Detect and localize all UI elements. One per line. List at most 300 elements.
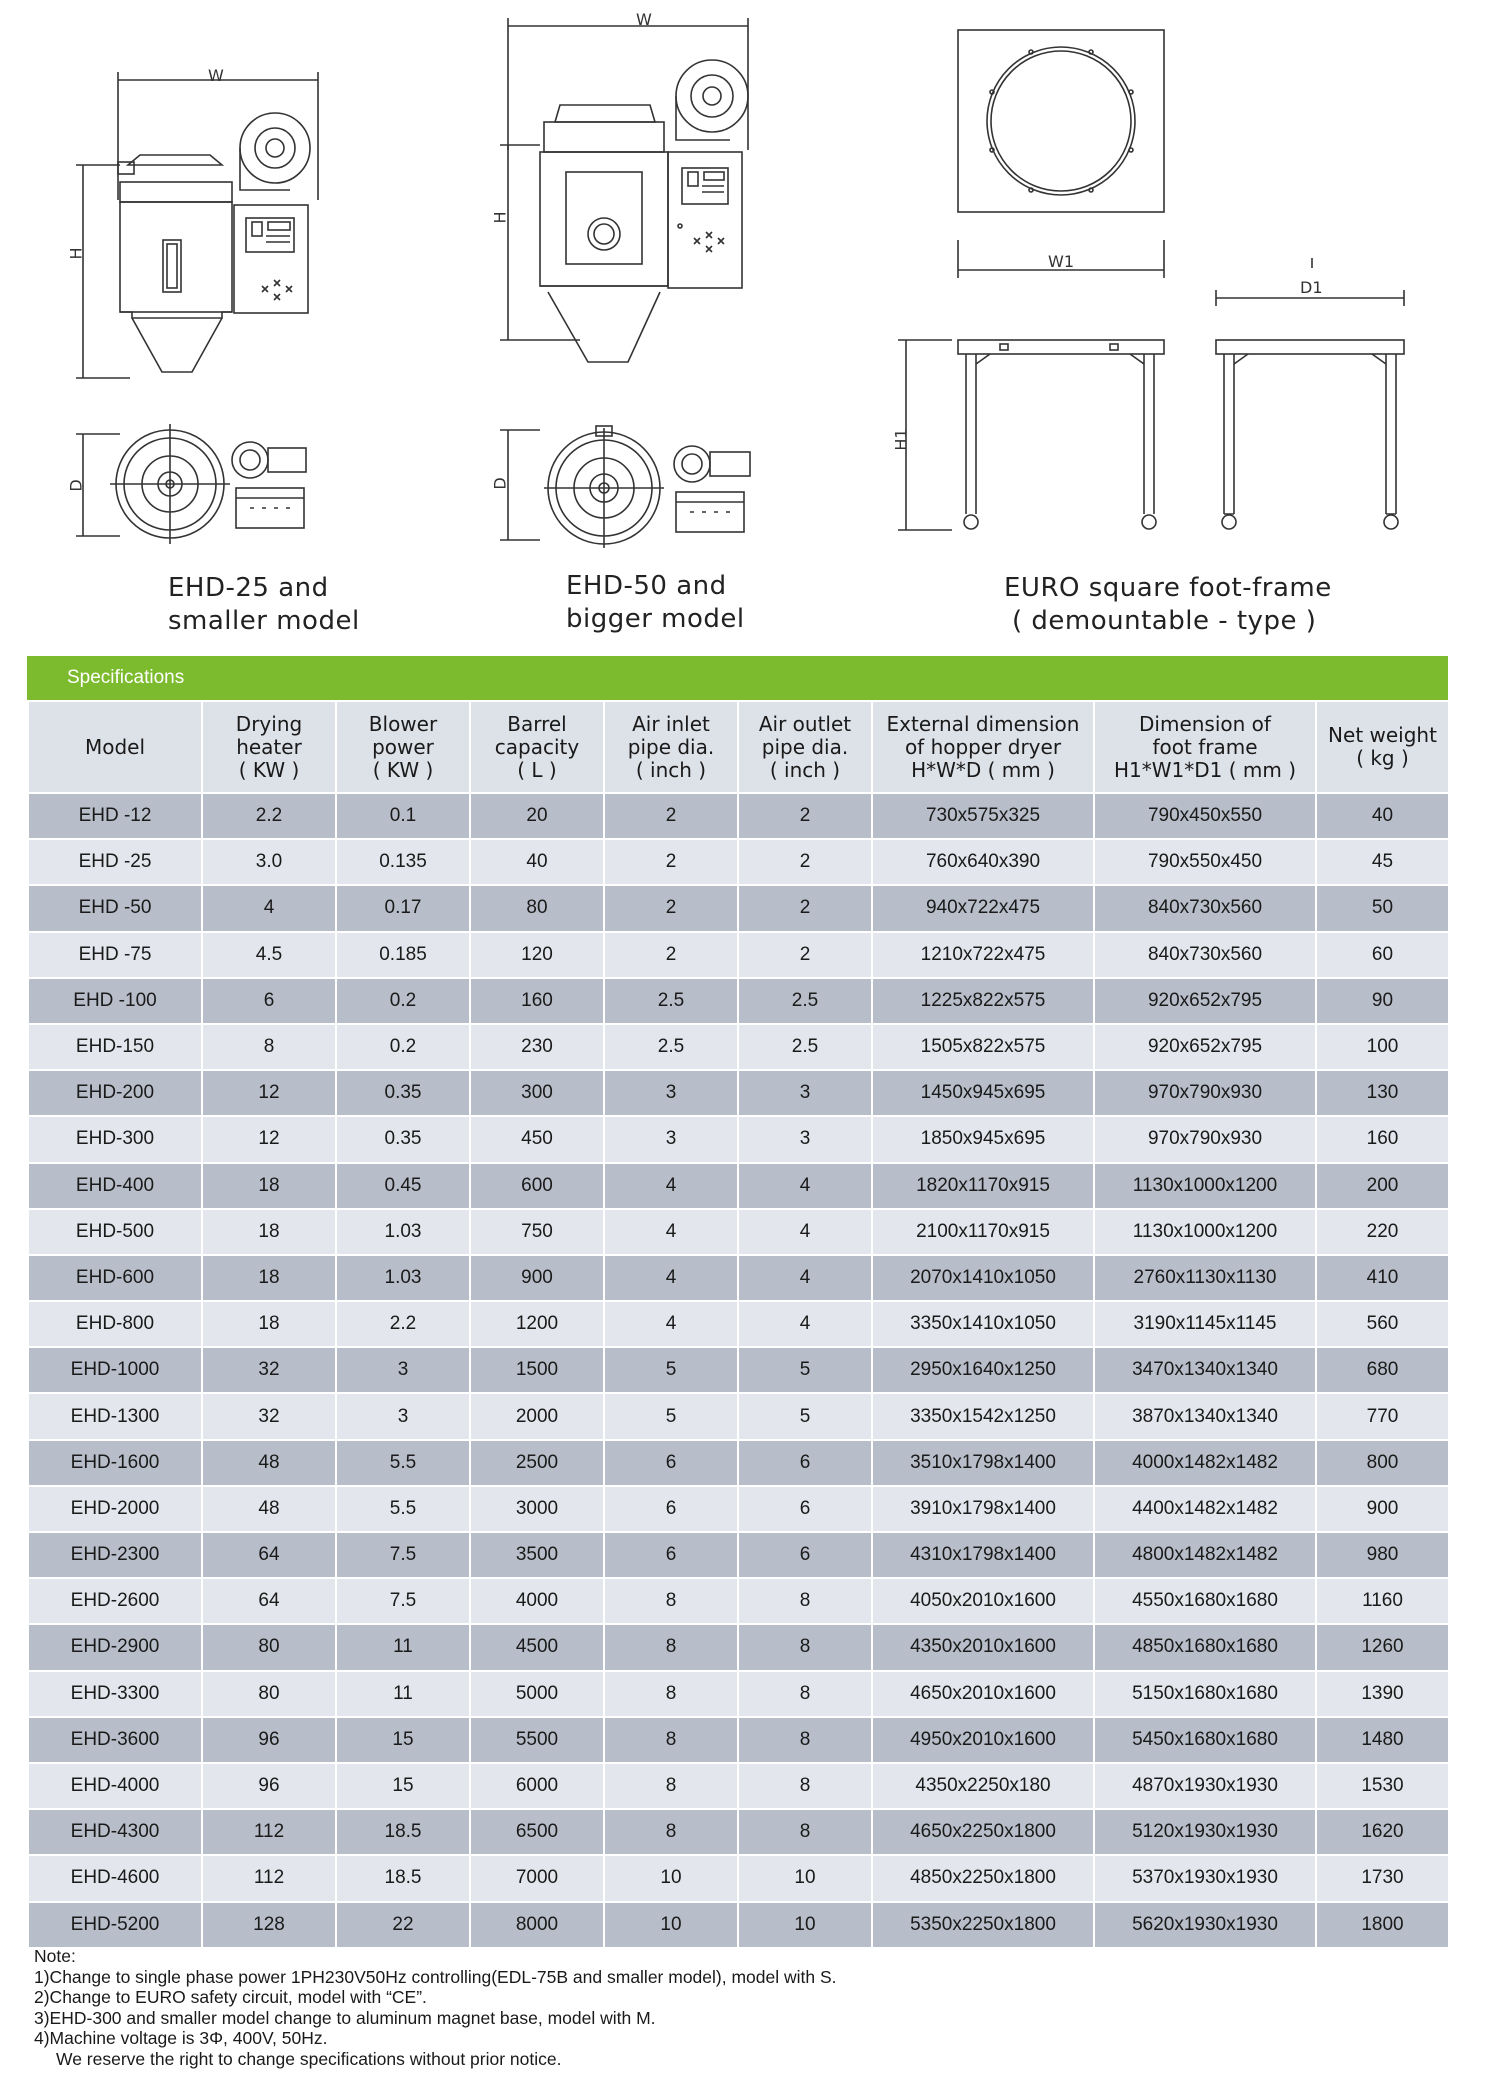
table-cell: 900 bbox=[470, 1255, 604, 1301]
table-cell: 4650x2010x1600 bbox=[872, 1671, 1094, 1717]
table-cell: 5 bbox=[738, 1347, 872, 1393]
table-cell: 4500 bbox=[470, 1624, 604, 1670]
table-cell: 2 bbox=[604, 932, 738, 978]
table-cell: 4650x2250x1800 bbox=[872, 1809, 1094, 1855]
table-row bbox=[28, 793, 1449, 839]
table-cell: 5350x2250x1800 bbox=[872, 1902, 1094, 1948]
model-cell: EHD-2300 bbox=[28, 1532, 202, 1578]
table-cell: 8000 bbox=[470, 1902, 604, 1948]
table-row bbox=[28, 1301, 1449, 1347]
table-cell: 1500 bbox=[470, 1347, 604, 1393]
table-cell: 160 bbox=[470, 978, 604, 1024]
notes-title: Note: bbox=[34, 1946, 76, 1966]
table-cell: 1850x945x695 bbox=[872, 1116, 1094, 1162]
column-header-line: H1*W1*D1 ( mm ) bbox=[1113, 757, 1297, 782]
table-cell: 8 bbox=[604, 1717, 738, 1763]
table-cell: 6 bbox=[604, 1532, 738, 1578]
table-cell: 96 bbox=[202, 1763, 336, 1809]
table-row bbox=[28, 1070, 1449, 1116]
table-cell: 5620x1930x1930 bbox=[1094, 1902, 1316, 1948]
model-cell: EHD -75 bbox=[28, 932, 202, 978]
dim-label-d-small: D bbox=[66, 479, 86, 492]
column-header-line: Dimension of bbox=[1139, 711, 1271, 736]
table-cell: 6 bbox=[738, 1532, 872, 1578]
table-cell: 32 bbox=[202, 1393, 336, 1439]
table-cell: 1730 bbox=[1316, 1855, 1449, 1901]
table-cell: 4850x2250x1800 bbox=[872, 1855, 1094, 1901]
table-cell: 4.5 bbox=[202, 932, 336, 978]
note-item-3: 3)EHD-300 and smaller model change to aluminum magnet base, model with M. bbox=[34, 2007, 656, 2028]
table-cell: 2 bbox=[738, 793, 872, 839]
table-row bbox=[28, 1347, 1449, 1393]
column-header-line: capacity bbox=[494, 734, 580, 759]
table-cell: 680 bbox=[1316, 1347, 1449, 1393]
notes-footer: We reserve the right to change specifications without prior notice. bbox=[56, 2048, 562, 2069]
table-cell: 5 bbox=[604, 1393, 738, 1439]
table-cell: 450 bbox=[470, 1116, 604, 1162]
model-cell: EHD-1600 bbox=[28, 1440, 202, 1486]
table-cell: 1530 bbox=[1316, 1763, 1449, 1809]
table-cell: 8 bbox=[202, 1024, 336, 1070]
table-row bbox=[28, 932, 1449, 978]
table-cell: 8 bbox=[738, 1809, 872, 1855]
table-cell: 1450x945x695 bbox=[872, 1070, 1094, 1116]
table-row bbox=[28, 1809, 1449, 1855]
table-cell: 1820x1170x915 bbox=[872, 1163, 1094, 1209]
table-cell: 8 bbox=[738, 1717, 872, 1763]
column-header-line: Blower bbox=[368, 711, 438, 736]
dim-label-w-big: W bbox=[636, 10, 652, 29]
column-header-line: of hopper dryer bbox=[904, 734, 1062, 759]
table-row bbox=[28, 1393, 1449, 1439]
table-cell: 112 bbox=[202, 1855, 336, 1901]
table-cell: 5.5 bbox=[336, 1440, 470, 1486]
table-cell: 18 bbox=[202, 1209, 336, 1255]
table-cell: 48 bbox=[202, 1486, 336, 1532]
table-cell: 12 bbox=[202, 1070, 336, 1116]
table-cell: 790x550x450 bbox=[1094, 839, 1316, 885]
column-header-line: H*W*D ( mm ) bbox=[911, 757, 1055, 782]
column-header-line: ( inch ) bbox=[769, 757, 841, 782]
column-header bbox=[1094, 701, 1316, 793]
table-cell: 18.5 bbox=[336, 1855, 470, 1901]
table-cell: 1130x1000x1200 bbox=[1094, 1163, 1316, 1209]
column-header bbox=[28, 701, 202, 793]
table-cell: 80 bbox=[202, 1624, 336, 1670]
table-cell: 560 bbox=[1316, 1301, 1449, 1347]
table-cell: 2.2 bbox=[202, 793, 336, 839]
model-cell: EHD-4000 bbox=[28, 1763, 202, 1809]
table-cell: 5500 bbox=[470, 1717, 604, 1763]
model-cell: EHD-1300 bbox=[28, 1393, 202, 1439]
table-cell: 1620 bbox=[1316, 1809, 1449, 1855]
table-cell: 4 bbox=[738, 1163, 872, 1209]
table-cell: 770 bbox=[1316, 1393, 1449, 1439]
table-row bbox=[28, 1578, 1449, 1624]
column-header-line: Air inlet bbox=[632, 711, 710, 736]
table-row bbox=[28, 885, 1449, 931]
table-cell: 50 bbox=[1316, 885, 1449, 931]
table-row bbox=[28, 1024, 1449, 1070]
model-cell: EHD-800 bbox=[28, 1301, 202, 1347]
table-body bbox=[28, 793, 1449, 1948]
table-cell: 970x790x930 bbox=[1094, 1070, 1316, 1116]
table-cell: 3190x1145x1145 bbox=[1094, 1301, 1316, 1347]
table-cell: 3470x1340x1340 bbox=[1094, 1347, 1316, 1393]
table-cell: 920x652x795 bbox=[1094, 978, 1316, 1024]
table-cell: 4 bbox=[738, 1255, 872, 1301]
column-header bbox=[738, 701, 872, 793]
table-cell: 2 bbox=[604, 793, 738, 839]
table-cell: 1.03 bbox=[336, 1255, 470, 1301]
table-cell: 8 bbox=[738, 1763, 872, 1809]
table-row bbox=[28, 1717, 1449, 1763]
table-cell: 840x730x560 bbox=[1094, 885, 1316, 931]
table-cell: 80 bbox=[470, 885, 604, 931]
table-cell: 3000 bbox=[470, 1486, 604, 1532]
table-cell: 15 bbox=[336, 1763, 470, 1809]
table-cell: 940x722x475 bbox=[872, 885, 1094, 931]
table-cell: 4 bbox=[604, 1209, 738, 1255]
table-cell: 40 bbox=[1316, 793, 1449, 839]
table-cell: 112 bbox=[202, 1809, 336, 1855]
table-cell: 8 bbox=[604, 1578, 738, 1624]
table-cell: 8 bbox=[738, 1624, 872, 1670]
table-cell: 5150x1680x1680 bbox=[1094, 1671, 1316, 1717]
table-cell: 200 bbox=[1316, 1163, 1449, 1209]
table-row bbox=[28, 1763, 1449, 1809]
column-header-line: ( L ) bbox=[517, 757, 557, 782]
table-cell: 0.17 bbox=[336, 885, 470, 931]
table-cell: 1260 bbox=[1316, 1624, 1449, 1670]
table-row bbox=[28, 1209, 1449, 1255]
table-cell: 4 bbox=[738, 1209, 872, 1255]
table-cell: 6 bbox=[604, 1440, 738, 1486]
table-cell: 4400x1482x1482 bbox=[1094, 1486, 1316, 1532]
model-cell: EHD -12 bbox=[28, 793, 202, 839]
table-cell: 128 bbox=[202, 1902, 336, 1948]
dim-label-h-big: H bbox=[490, 211, 510, 224]
caption-frame-line2: ( demountable - type ) bbox=[1012, 606, 1317, 636]
table-cell: 90 bbox=[1316, 978, 1449, 1024]
big-model-front-view bbox=[500, 18, 750, 548]
column-header bbox=[202, 701, 336, 793]
table-cell: 2760x1130x1130 bbox=[1094, 1255, 1316, 1301]
table-cell: 4350x2250x180 bbox=[872, 1763, 1094, 1809]
table-cell: 2.5 bbox=[738, 978, 872, 1024]
table-cell: 2 bbox=[604, 885, 738, 931]
table-cell: 120 bbox=[470, 932, 604, 978]
table-cell: 3870x1340x1340 bbox=[1094, 1393, 1316, 1439]
table-cell: 0.35 bbox=[336, 1070, 470, 1116]
table-cell: 80 bbox=[202, 1671, 336, 1717]
column-header-line: pipe dia. bbox=[761, 734, 849, 759]
model-cell: EHD-200 bbox=[28, 1070, 202, 1116]
model-cell: EHD-3600 bbox=[28, 1717, 202, 1763]
table-cell: 12 bbox=[202, 1116, 336, 1162]
column-header-line: ( inch ) bbox=[635, 757, 707, 782]
table-cell: 160 bbox=[1316, 1116, 1449, 1162]
specifications-table bbox=[27, 700, 1450, 1949]
table-cell: 920x652x795 bbox=[1094, 1024, 1316, 1070]
column-header-line: ( KW ) bbox=[238, 757, 300, 782]
table-cell: 4000x1482x1482 bbox=[1094, 1440, 1316, 1486]
table-cell: 3510x1798x1400 bbox=[872, 1440, 1094, 1486]
column-header bbox=[336, 701, 470, 793]
table-cell: 3 bbox=[738, 1116, 872, 1162]
table-cell: 230 bbox=[470, 1024, 604, 1070]
note-item-4: 4)Machine voltage is 3Φ, 400V, 50Hz. bbox=[34, 2028, 328, 2048]
model-cell: EHD-5200 bbox=[28, 1902, 202, 1948]
table-header-row bbox=[28, 701, 1449, 793]
column-header-line: heater bbox=[236, 734, 302, 759]
table-cell: 760x640x390 bbox=[872, 839, 1094, 885]
technical-drawings-svg bbox=[0, 0, 1500, 650]
column-header-line: Model bbox=[84, 734, 146, 759]
table-cell: 800 bbox=[1316, 1440, 1449, 1486]
table-cell: 4 bbox=[738, 1301, 872, 1347]
model-cell: EHD-400 bbox=[28, 1163, 202, 1209]
table-cell: 8 bbox=[604, 1624, 738, 1670]
table-cell: 1800 bbox=[1316, 1902, 1449, 1948]
table-cell: 4350x2010x1600 bbox=[872, 1624, 1094, 1670]
table-cell: 220 bbox=[1316, 1209, 1449, 1255]
table-cell: 1210x722x475 bbox=[872, 932, 1094, 978]
table-cell: 0.1 bbox=[336, 793, 470, 839]
notes-section bbox=[34, 1946, 837, 2069]
table-cell: 18 bbox=[202, 1301, 336, 1347]
model-cell: EHD-4300 bbox=[28, 1809, 202, 1855]
table-cell: 4950x2010x1600 bbox=[872, 1717, 1094, 1763]
table-cell: 8 bbox=[604, 1809, 738, 1855]
column-header-line: Net weight bbox=[1328, 723, 1437, 747]
table-row bbox=[28, 978, 1449, 1024]
table-cell: 900 bbox=[1316, 1486, 1449, 1532]
table-cell: 10 bbox=[604, 1855, 738, 1901]
table-cell: 10 bbox=[738, 1855, 872, 1901]
table-cell: 3 bbox=[336, 1393, 470, 1439]
table-cell: 6 bbox=[738, 1486, 872, 1532]
table-cell: 4850x1680x1680 bbox=[1094, 1624, 1316, 1670]
table-cell: 4310x1798x1400 bbox=[872, 1532, 1094, 1578]
table-cell: 18 bbox=[202, 1255, 336, 1301]
dim-label-h1: H1 bbox=[891, 428, 911, 451]
model-cell: EHD-2900 bbox=[28, 1624, 202, 1670]
table-cell: 3 bbox=[738, 1070, 872, 1116]
table-cell: 1225x822x575 bbox=[872, 978, 1094, 1024]
table-cell: 5 bbox=[604, 1347, 738, 1393]
column-header bbox=[1316, 701, 1449, 793]
table-row bbox=[28, 1671, 1449, 1717]
table-cell: 2 bbox=[738, 932, 872, 978]
table-cell: 4 bbox=[604, 1301, 738, 1347]
table-cell: 8 bbox=[738, 1578, 872, 1624]
column-header bbox=[872, 701, 1094, 793]
column-header-line: ( KW ) bbox=[372, 757, 434, 782]
table-cell: 20 bbox=[470, 793, 604, 839]
table-cell: 0.35 bbox=[336, 1116, 470, 1162]
column-header-line: Air outlet bbox=[758, 711, 852, 736]
table-cell: 970x790x930 bbox=[1094, 1116, 1316, 1162]
dim-label-w1: W1 bbox=[1048, 252, 1074, 271]
table-cell: 0.45 bbox=[336, 1163, 470, 1209]
table-cell: 2500 bbox=[470, 1440, 604, 1486]
model-cell: EHD-4600 bbox=[28, 1855, 202, 1901]
table-cell: 2070x1410x1050 bbox=[872, 1255, 1094, 1301]
table-cell: 10 bbox=[604, 1902, 738, 1948]
table-cell: 64 bbox=[202, 1578, 336, 1624]
small-model-front-view bbox=[76, 72, 318, 544]
table-cell: 6500 bbox=[470, 1809, 604, 1855]
table-cell: 45 bbox=[1316, 839, 1449, 885]
table-cell: 600 bbox=[470, 1163, 604, 1209]
table-cell: 730x575x325 bbox=[872, 793, 1094, 839]
table-cell: 6000 bbox=[470, 1763, 604, 1809]
table-row bbox=[28, 1116, 1449, 1162]
table-cell: 10 bbox=[738, 1902, 872, 1948]
table-cell: 6 bbox=[738, 1440, 872, 1486]
table-cell: 130 bbox=[1316, 1070, 1449, 1116]
table-cell: 100 bbox=[1316, 1024, 1449, 1070]
model-cell: EHD -50 bbox=[28, 885, 202, 931]
model-cell: EHD-3300 bbox=[28, 1671, 202, 1717]
table-cell: 2.2 bbox=[336, 1301, 470, 1347]
caption-big-line1: EHD-50 and bbox=[566, 571, 727, 601]
table-cell: 2.5 bbox=[738, 1024, 872, 1070]
column-header bbox=[470, 701, 604, 793]
table-cell: 0.185 bbox=[336, 932, 470, 978]
caption-frame-line1: EURO square foot-frame bbox=[1004, 573, 1332, 603]
product-drawings bbox=[0, 0, 1500, 650]
table-cell: 64 bbox=[202, 1532, 336, 1578]
caption-small-line2: smaller model bbox=[168, 606, 360, 636]
table-cell: 60 bbox=[1316, 932, 1449, 978]
model-cell: EHD-600 bbox=[28, 1255, 202, 1301]
caption-small-model bbox=[168, 572, 360, 638]
table-cell: 2.5 bbox=[604, 978, 738, 1024]
table-row bbox=[28, 1163, 1449, 1209]
table-row bbox=[28, 1902, 1449, 1948]
table-cell: 4 bbox=[604, 1163, 738, 1209]
model-cell: EHD-150 bbox=[28, 1024, 202, 1070]
table-cell: 18 bbox=[202, 1163, 336, 1209]
table-cell: 5000 bbox=[470, 1671, 604, 1717]
table-cell: 1480 bbox=[1316, 1717, 1449, 1763]
table-cell: 15 bbox=[336, 1717, 470, 1763]
table-cell: 4 bbox=[604, 1255, 738, 1301]
table-cell: 22 bbox=[336, 1902, 470, 1948]
table-row bbox=[28, 1255, 1449, 1301]
table-cell: 11 bbox=[336, 1624, 470, 1670]
model-cell: EHD-300 bbox=[28, 1116, 202, 1162]
table-cell: 8 bbox=[604, 1671, 738, 1717]
table-cell: 4550x1680x1680 bbox=[1094, 1578, 1316, 1624]
table-cell: 790x450x550 bbox=[1094, 793, 1316, 839]
euro-foot-frame-views bbox=[898, 30, 1404, 530]
model-cell: EHD-500 bbox=[28, 1209, 202, 1255]
table-row bbox=[28, 839, 1449, 885]
column-header-line: Barrel bbox=[507, 711, 567, 736]
column-header bbox=[604, 701, 738, 793]
table-cell: 1160 bbox=[1316, 1578, 1449, 1624]
column-header-line: power bbox=[372, 734, 434, 759]
model-cell: EHD -100 bbox=[28, 978, 202, 1024]
table-cell: 48 bbox=[202, 1440, 336, 1486]
table-cell: 5 bbox=[738, 1393, 872, 1439]
table-cell: 1200 bbox=[470, 1301, 604, 1347]
table-row bbox=[28, 1855, 1449, 1901]
table-cell: 1505x822x575 bbox=[872, 1024, 1094, 1070]
table-cell: 2100x1170x915 bbox=[872, 1209, 1094, 1255]
dim-label-d-big: D bbox=[490, 477, 510, 490]
table-cell: 6 bbox=[604, 1486, 738, 1532]
model-cell: EHD-1000 bbox=[28, 1347, 202, 1393]
table-cell: 1390 bbox=[1316, 1671, 1449, 1717]
column-header-line: Drying bbox=[235, 711, 303, 736]
table-cell: 7000 bbox=[470, 1855, 604, 1901]
table-cell: 3910x1798x1400 bbox=[872, 1486, 1094, 1532]
table-cell: 4050x2010x1600 bbox=[872, 1578, 1094, 1624]
table-row bbox=[28, 1486, 1449, 1532]
table-cell: 7.5 bbox=[336, 1532, 470, 1578]
caption-big-line2: bigger model bbox=[566, 604, 745, 634]
table-cell: 0.2 bbox=[336, 978, 470, 1024]
table-cell: 2000 bbox=[470, 1393, 604, 1439]
model-cell: EHD-2600 bbox=[28, 1578, 202, 1624]
table-cell: 2 bbox=[738, 885, 872, 931]
table-cell: 1.03 bbox=[336, 1209, 470, 1255]
table-cell: 2950x1640x1250 bbox=[872, 1347, 1094, 1393]
column-header-line: External dimension bbox=[886, 711, 1080, 736]
table-cell: 3 bbox=[604, 1070, 738, 1116]
column-header-line: foot frame bbox=[1152, 734, 1258, 759]
table-cell: 3500 bbox=[470, 1532, 604, 1578]
table-cell: 40 bbox=[470, 839, 604, 885]
table-cell: 410 bbox=[1316, 1255, 1449, 1301]
table-cell: 0.2 bbox=[336, 1024, 470, 1070]
note-item-2: 2)Change to EURO safety circuit, model with “CE”. bbox=[34, 1987, 427, 2007]
table-cell: 6 bbox=[202, 978, 336, 1024]
table-cell: 18.5 bbox=[336, 1809, 470, 1855]
table-cell: 5450x1680x1680 bbox=[1094, 1717, 1316, 1763]
caption-foot-frame bbox=[1004, 572, 1332, 638]
table-cell: 4 bbox=[202, 885, 336, 931]
table-cell: 300 bbox=[470, 1070, 604, 1116]
table-cell: 2 bbox=[604, 839, 738, 885]
table-cell: 4800x1482x1482 bbox=[1094, 1532, 1316, 1578]
table-row bbox=[28, 1532, 1449, 1578]
table-cell: 2.5 bbox=[604, 1024, 738, 1070]
caption-big-model bbox=[566, 570, 745, 636]
table-cell: 3350x1542x1250 bbox=[872, 1393, 1094, 1439]
dim-label-w-small: W bbox=[208, 66, 224, 85]
table-cell: 11 bbox=[336, 1671, 470, 1717]
table-cell: 32 bbox=[202, 1347, 336, 1393]
table-cell: 3 bbox=[336, 1347, 470, 1393]
dim-label-h-small: H bbox=[66, 247, 86, 260]
dim-label-d1: D1 bbox=[1300, 278, 1323, 297]
table-cell: 3350x1410x1050 bbox=[872, 1301, 1094, 1347]
table-cell: 8 bbox=[738, 1671, 872, 1717]
caption-small-line1: EHD-25 and bbox=[168, 573, 329, 603]
table-cell: 1130x1000x1200 bbox=[1094, 1209, 1316, 1255]
table-cell: 8 bbox=[604, 1763, 738, 1809]
table-cell: 980 bbox=[1316, 1532, 1449, 1578]
note-item-1: 1)Change to single phase power 1PH230V50Hz controlling(EDL-75B and smaller model), model with S. bbox=[34, 1966, 837, 1987]
specifications-header: Specifications bbox=[27, 656, 1448, 700]
table-row bbox=[28, 1624, 1449, 1670]
table-cell: 3 bbox=[604, 1116, 738, 1162]
